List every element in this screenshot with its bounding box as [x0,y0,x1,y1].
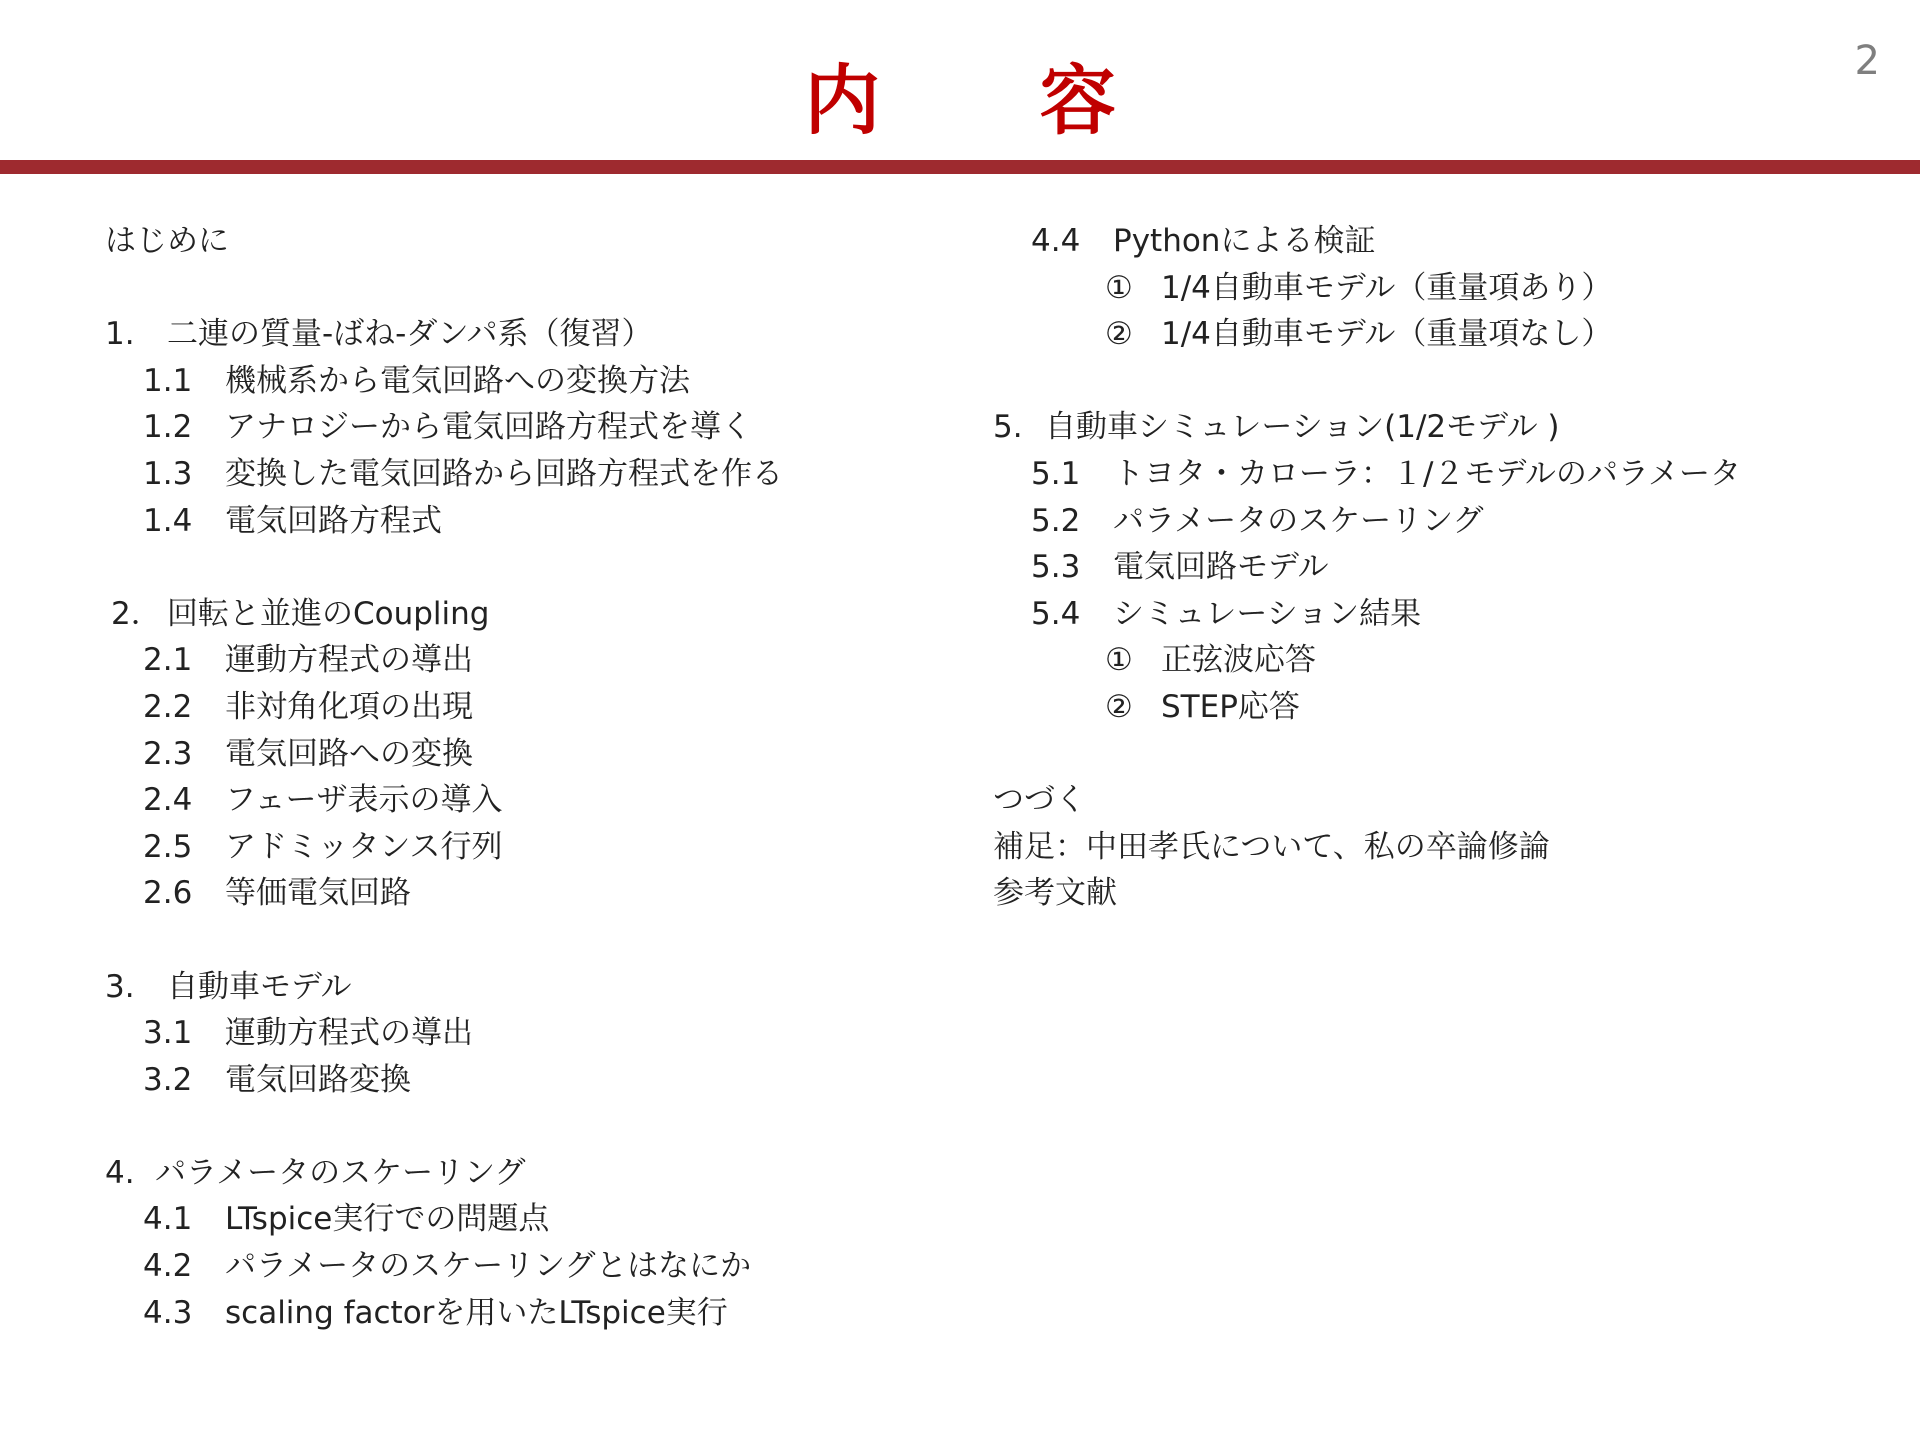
slide-title: 内 容 [804,56,1158,145]
item-label: 運動方程式の導出 [225,1015,473,1052]
section-label: パラメータのスケーリング [155,1154,526,1191]
spacer [105,544,783,591]
toc-subitem-4-4-2 [993,311,1741,358]
toc-item-1-1 [105,358,783,405]
circled-number: ② [1105,316,1133,353]
item-number: 2.2 [143,688,193,725]
toc-item-2-5 [105,824,783,871]
item-label: LTspice実行での問題点 [225,1201,550,1238]
item-label: パラメータのスケーリング [1113,502,1484,539]
spacer [105,1103,783,1150]
toc-section-1 [105,311,783,358]
item-number: 4.1 [143,1201,193,1238]
toc-left-column [105,218,783,1336]
spacer [993,731,1741,778]
item-label: アドミッタンス行列 [225,828,503,865]
toc-intro: はじめに [105,223,229,259]
toc-item-2-6 [105,870,783,917]
spacer [105,265,783,312]
toc-item-3-1 [105,1010,783,1057]
toc-item-2-4 [105,777,783,824]
circled-number: ① [1105,269,1133,306]
toc-item-5-3 [993,544,1741,591]
item-label: 等価電気回路 [225,875,411,912]
item-number: 5.1 [1031,455,1081,492]
item-label: 運動方程式の導出 [225,642,473,679]
section-label: 自動車モデル [167,968,352,1005]
item-label: 正弦波応答 [1161,642,1316,679]
item-number: 5.2 [1031,502,1081,539]
item-label: Pythonによる検証 [1113,223,1376,259]
item-number: 4.3 [143,1294,193,1331]
item-number: 1.3 [143,455,193,492]
item-number: 2.5 [143,828,193,865]
item-number: 2.1 [143,642,193,679]
page-number: 2 [1854,38,1880,84]
toc-section-3 [105,964,783,1011]
item-label: シミュレーション結果 [1113,595,1422,632]
toc-subitem-5-4-2 [993,684,1741,731]
toc-references: 参考文献 [993,875,1117,912]
toc-item-4-3 [105,1290,783,1337]
spacer [993,358,1741,405]
toc-subitem-5-4-1 [993,637,1741,684]
toc-subitem-4-4-1 [993,265,1741,312]
item-label: scaling factorを用いたLTspice実行 [225,1294,728,1331]
toc-supplement: 補足：中田孝氏について、私の卒論修論 [993,828,1550,865]
section-number: 5. [993,409,1023,446]
item-number: 2.3 [143,735,193,772]
section-label: 回転と並進のCoupling [167,595,490,632]
item-label: 電気回路方程式 [225,502,442,539]
item-label: 変換した電気回路から回路方程式を作る [225,455,783,492]
toc-item-5-1 [993,451,1741,498]
toc-continued: つづく [993,782,1086,819]
toc-item-2-1 [105,637,783,684]
toc-section-4 [105,1150,783,1197]
item-number: 4.2 [143,1248,193,1285]
toc-item-4-1 [105,1196,783,1243]
toc-item-1-2 [105,404,783,451]
item-number: 5.4 [1031,595,1081,632]
item-label: 1/4自動車モデル（重量項あり） [1161,269,1613,306]
toc-item-1-4 [105,498,783,545]
toc-item-1-3 [105,451,783,498]
circled-number: ② [1105,688,1133,725]
toc-item-5-2 [993,498,1741,545]
toc-item-3-2 [105,1057,783,1104]
item-label: フェーザ表示の導入 [225,782,503,819]
toc-section-2 [105,591,783,638]
toc-item-2-3 [105,731,783,778]
toc-item-4-2 [105,1243,783,1290]
item-number: 1.4 [143,502,193,539]
item-label: 1/4自動車モデル（重量項なし） [1161,316,1613,353]
toc-item-5-4 [993,591,1741,638]
item-label: トヨタ・カローラ：１/２モデルのパラメータ [1113,455,1741,492]
toc-right-column [993,218,1741,917]
item-number: 1.1 [143,362,193,399]
toc-section-5 [993,404,1741,451]
toc-item-4-4 [993,218,1741,265]
section-label: 自動車シミュレーション(1/2モデル ) [1045,409,1560,446]
item-number: 4.4 [1031,223,1081,259]
section-label: 二連の質量-ばね-ダンパ系（復習） [167,316,653,353]
spacer [105,917,783,964]
item-number: 3.2 [143,1061,193,1098]
section-number: 4. [105,1154,135,1191]
toc-item-2-2 [105,684,783,731]
section-number: 1. [105,316,135,353]
section-number: 3. [105,968,135,1005]
item-label: STEP応答 [1161,688,1300,725]
item-label: パラメータのスケーリングとはなにか [225,1248,752,1285]
item-label: 非対角化項の出現 [225,688,473,725]
item-label: アナロジーから電気回路方程式を導く [225,409,752,446]
item-label: 電気回路モデル [1113,549,1329,586]
section-number: 2． [111,595,162,632]
item-label: 電気回路変換 [225,1061,411,1098]
circled-number: ① [1105,642,1133,679]
item-number: 1.2 [143,409,193,446]
item-number: 2.6 [143,875,193,912]
item-number: 2.4 [143,782,193,819]
item-number: 5.3 [1031,549,1081,586]
item-label: 電気回路への変換 [225,735,473,772]
title-divider [0,160,1920,174]
item-label: 機械系から電気回路への変換方法 [225,362,690,399]
item-number: 3.1 [143,1015,193,1052]
